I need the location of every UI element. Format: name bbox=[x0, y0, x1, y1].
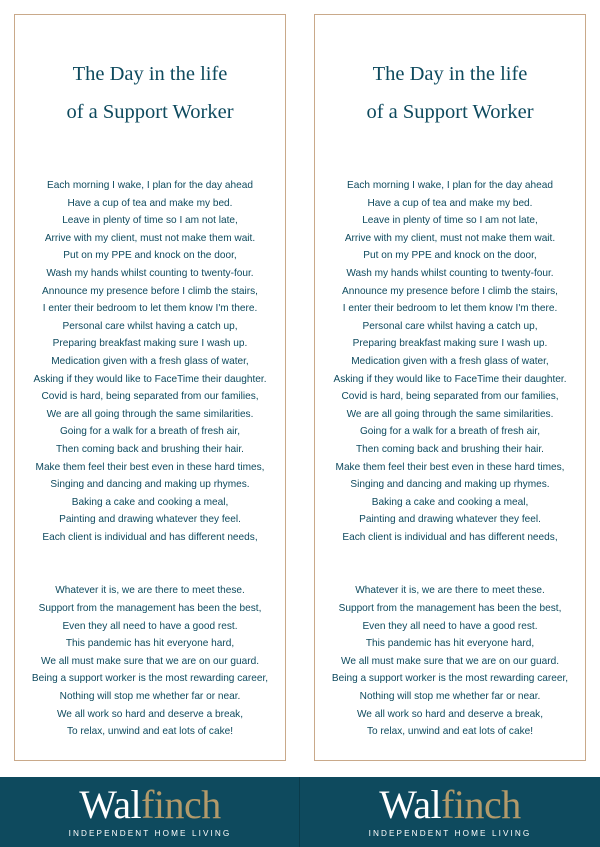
logo-finch: finch bbox=[441, 782, 521, 827]
poem-line: Each client is individual and has different needs, bbox=[42, 531, 258, 543]
logo-wal: Wal bbox=[79, 782, 142, 827]
logo-tagline: INDEPENDENT HOME LIVING bbox=[368, 829, 532, 838]
logo-finch: finch bbox=[141, 782, 221, 827]
poem-line: Arrive with my client, must not make them wait. bbox=[344, 232, 556, 244]
title-line-2: of a Support Worker bbox=[66, 101, 234, 123]
poem-line: Leave in plenty of time so I am not late, bbox=[362, 215, 538, 227]
poem-line: To relax, unwind and eat lots of cake! bbox=[366, 726, 534, 738]
poem-line: Asking if they would like to FaceTime their daughter. bbox=[33, 373, 267, 385]
poem-line: Then coming back and brushing their hair. bbox=[356, 443, 544, 455]
poem-stanza-2 bbox=[315, 582, 585, 740]
poem-line: Support from the management has been the best, bbox=[38, 603, 262, 615]
poem-line: Each morning I wake, I plan for the day ahead bbox=[347, 180, 553, 191]
poem-line: Each client is individual and has different needs, bbox=[342, 531, 558, 543]
poem-line: Painting and drawing whatever they feel. bbox=[59, 514, 241, 526]
poem-line: Medication given with a fresh glass of water, bbox=[351, 355, 549, 367]
poem-line: Arrive with my client, must not make them wait. bbox=[44, 232, 256, 244]
poem-line: Singing and dancing and making up rhymes. bbox=[350, 479, 550, 491]
poem-line: To relax, unwind and eat lots of cake! bbox=[66, 726, 234, 738]
poem-line: Wash my hands whilst counting to twenty-four. bbox=[346, 267, 554, 279]
poem-line: Asking if they would like to FaceTime their daughter. bbox=[333, 373, 567, 385]
poem-line: Nothing will stop me whether far or near. bbox=[359, 691, 541, 703]
poem-line: Leave in plenty of time so I am not late, bbox=[62, 215, 238, 227]
poem-line: We all must make sure that we are on our guard. bbox=[340, 655, 560, 667]
poem-line: Baking a cake and cooking a meal, bbox=[371, 496, 529, 508]
poem-line: We all work so hard and deserve a break, bbox=[356, 708, 544, 720]
poem-line: Being a support worker is the most rewarding career, bbox=[331, 673, 569, 685]
poem-line: Going for a walk for a breath of fresh air, bbox=[59, 426, 241, 438]
poem-line: We all must make sure that we are on our guard. bbox=[40, 655, 260, 667]
poem-line: Singing and dancing and making up rhymes. bbox=[50, 479, 250, 491]
poem-line: Preparing breakfast making sure I wash up. bbox=[52, 338, 248, 350]
bookmark-panel-left bbox=[14, 14, 286, 761]
poem-line: Medication given with a fresh glass of water, bbox=[51, 355, 249, 367]
poem-line: Nothing will stop me whether far or near. bbox=[59, 691, 241, 703]
poem-stanza-2 bbox=[15, 582, 285, 740]
poem-line: Have a cup of tea and make my bed. bbox=[367, 197, 533, 209]
poem-line: Covid is hard, being separated from our families, bbox=[41, 391, 259, 403]
poem-line: We are all going through the same similarities. bbox=[46, 408, 254, 420]
poem-stanza-1 bbox=[315, 177, 585, 546]
poem-line: Make them feel their best even in these hard times, bbox=[35, 461, 265, 473]
poem-line: Announce my presence before I climb the stairs, bbox=[41, 285, 258, 297]
poem-line: Have a cup of tea and make my bed. bbox=[67, 197, 233, 209]
poem-line: Baking a cake and cooking a meal, bbox=[71, 496, 229, 508]
poem-line: Whatever it is, we are there to meet these. bbox=[355, 585, 545, 597]
poem-line: Being a support worker is the most rewarding career, bbox=[31, 673, 269, 685]
poem-line: We are all going through the same similarities. bbox=[346, 408, 554, 420]
poem-line: Make them feel their best even in these hard times, bbox=[335, 461, 565, 473]
poem-line: Put on my PPE and knock on the door, bbox=[63, 250, 237, 262]
poem-line: Announce my presence before I climb the stairs, bbox=[341, 285, 558, 297]
poem-line: We all work so hard and deserve a break, bbox=[56, 708, 244, 720]
logo-tagline: INDEPENDENT HOME LIVING bbox=[68, 829, 232, 838]
poem-line: I enter their bedroom to let them know I'm there. bbox=[42, 303, 258, 315]
poem-body bbox=[15, 177, 285, 741]
logo-wordmark bbox=[0, 783, 300, 827]
poem-line: This pandemic has hit everyone hard, bbox=[65, 638, 235, 650]
poem-line: Support from the management has been the best, bbox=[338, 603, 562, 615]
poem-title bbox=[315, 55, 585, 131]
brand-footer bbox=[0, 777, 600, 847]
poem-line: Wash my hands whilst counting to twenty-four. bbox=[46, 267, 254, 279]
bookmark-panel-right bbox=[314, 14, 586, 761]
poem-line: Put on my PPE and knock on the door, bbox=[363, 250, 537, 262]
title-line-2: of a Support Worker bbox=[366, 101, 534, 123]
poem-line: Painting and drawing whatever they feel. bbox=[359, 514, 541, 526]
walfinch-logo bbox=[300, 783, 600, 840]
poem-line: I enter their bedroom to let them know I'm there. bbox=[342, 303, 558, 315]
poem-line: Even they all need to have a good rest. bbox=[62, 620, 238, 632]
poem-body bbox=[315, 177, 585, 741]
title-line-1: The Day in the life bbox=[72, 63, 228, 85]
poem-line: This pandemic has hit everyone hard, bbox=[365, 638, 535, 650]
poem-line: Personal care whilst having a catch up, bbox=[62, 320, 238, 332]
poem-line: Preparing breakfast making sure I wash up. bbox=[352, 338, 548, 350]
poem-line: Going for a walk for a breath of fresh air, bbox=[359, 426, 541, 438]
poem-line: Each morning I wake, I plan for the day ahead bbox=[47, 180, 253, 191]
poem-line: Personal care whilst having a catch up, bbox=[362, 320, 538, 332]
poem-line: Covid is hard, being separated from our families, bbox=[341, 391, 559, 403]
poem-line: Even they all need to have a good rest. bbox=[362, 620, 538, 632]
walfinch-logo bbox=[0, 783, 300, 840]
title-line-1: The Day in the life bbox=[372, 63, 528, 85]
poem-line: Whatever it is, we are there to meet these. bbox=[55, 585, 245, 597]
poem-stanza-1 bbox=[15, 177, 285, 546]
logo-wal: Wal bbox=[379, 782, 442, 827]
logo-wordmark bbox=[300, 783, 600, 827]
poem-line: Then coming back and brushing their hair. bbox=[56, 443, 244, 455]
poem-title bbox=[15, 55, 285, 131]
